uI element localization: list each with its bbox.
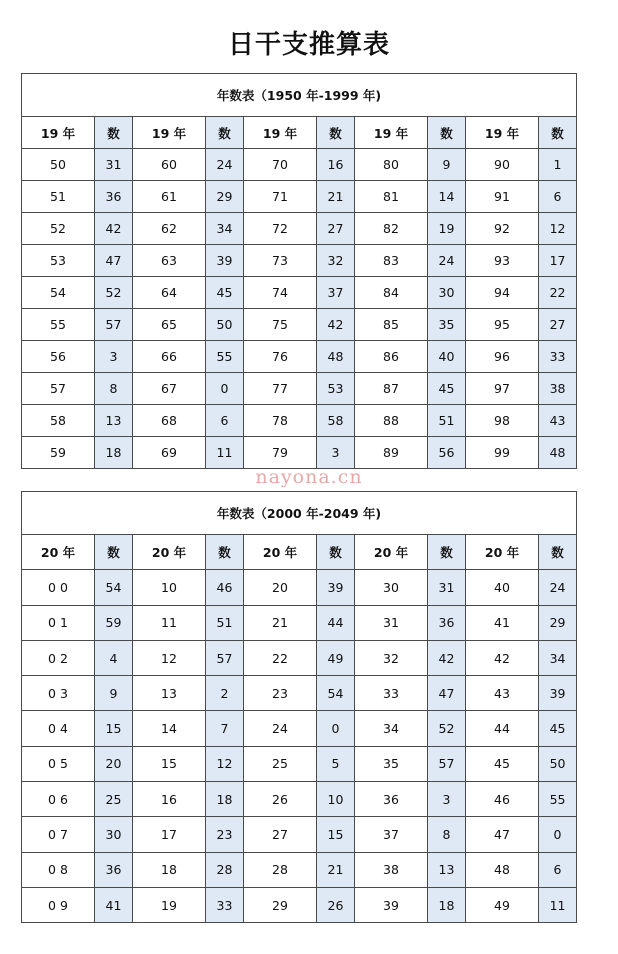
number-cell: 8 [428,817,466,852]
year-cell: 0 5 [22,746,95,781]
number-cell: 27 [539,309,577,341]
number-cell: 21 [317,181,355,213]
year-cell: 86 [355,341,428,373]
year-cell: 64 [133,277,206,309]
number-cell: 33 [539,341,577,373]
number-cell: 33 [206,887,244,922]
number-cell: 0 [206,373,244,405]
table-caption: 年数表（2000 年-2049 年) [22,492,577,535]
number-cell: 39 [206,245,244,277]
year-column-header: 20 年 [22,535,95,570]
year-cell: 12 [133,640,206,675]
year-cell: 46 [466,782,539,817]
year-cell: 51 [22,181,95,213]
number-cell: 51 [428,405,466,437]
table-row [22,373,577,405]
year-cell: 52 [22,213,95,245]
table-row [22,341,577,373]
number-cell: 31 [95,149,133,181]
year-cell: 39 [355,887,428,922]
year-cell: 13 [133,676,206,711]
number-cell: 5 [317,746,355,781]
year-cell: 98 [466,405,539,437]
number-column-header: 数 [95,117,133,149]
number-cell: 38 [539,373,577,405]
table-row [22,213,577,245]
year-cell: 76 [244,341,317,373]
number-cell: 45 [206,277,244,309]
header-row [22,117,577,149]
number-cell: 21 [317,852,355,887]
number-cell: 47 [95,245,133,277]
header-row [22,535,577,570]
number-cell: 36 [428,605,466,640]
table-row [22,570,577,605]
year-cell: 90 [466,149,539,181]
year-cell: 80 [355,149,428,181]
year-cell: 61 [133,181,206,213]
year-cell: 78 [244,405,317,437]
number-cell: 30 [95,817,133,852]
year-cell: 63 [133,245,206,277]
number-cell: 32 [317,245,355,277]
number-cell: 54 [317,676,355,711]
year-cell: 37 [355,817,428,852]
year-cell: 45 [466,746,539,781]
year-cell: 0 0 [22,570,95,605]
table-row [22,245,577,277]
number-cell: 55 [539,782,577,817]
number-cell: 42 [95,213,133,245]
year-cell: 74 [244,277,317,309]
year-table-2000-2049 [21,491,577,923]
number-column-header: 数 [95,535,133,570]
year-cell: 69 [133,437,206,469]
year-cell: 65 [133,309,206,341]
year-cell: 67 [133,373,206,405]
number-cell: 48 [317,341,355,373]
year-column-header: 20 年 [244,535,317,570]
table-row [22,676,577,711]
number-cell: 24 [539,570,577,605]
number-cell: 17 [539,245,577,277]
number-cell: 10 [317,782,355,817]
number-cell: 57 [428,746,466,781]
number-cell: 34 [539,640,577,675]
year-cell: 66 [133,341,206,373]
year-cell: 29 [244,887,317,922]
year-cell: 33 [355,676,428,711]
number-column-header: 数 [317,117,355,149]
number-cell: 7 [206,711,244,746]
number-cell: 2 [206,676,244,711]
number-cell: 19 [428,213,466,245]
number-cell: 52 [428,711,466,746]
year-table-1950-1999 [21,73,577,469]
number-cell: 12 [206,746,244,781]
year-cell: 72 [244,213,317,245]
number-cell: 42 [428,640,466,675]
year-cell: 68 [133,405,206,437]
table-row [22,149,577,181]
number-cell: 11 [539,887,577,922]
year-column-header: 20 年 [133,535,206,570]
number-cell: 30 [428,277,466,309]
number-cell: 49 [317,640,355,675]
number-cell: 39 [539,676,577,711]
number-cell: 4 [95,640,133,675]
number-cell: 18 [206,782,244,817]
year-cell: 20 [244,570,317,605]
year-cell: 0 9 [22,887,95,922]
table-row [22,852,577,887]
year-cell: 0 4 [22,711,95,746]
number-cell: 18 [428,887,466,922]
year-cell: 26 [244,782,317,817]
number-cell: 11 [206,437,244,469]
year-cell: 10 [133,570,206,605]
table-row [22,277,577,309]
number-cell: 0 [539,817,577,852]
year-column-header: 20 年 [355,535,428,570]
number-cell: 39 [317,570,355,605]
number-cell: 6 [206,405,244,437]
number-cell: 41 [95,887,133,922]
number-column-header: 数 [428,117,466,149]
year-cell: 23 [244,676,317,711]
number-cell: 36 [95,181,133,213]
year-cell: 0 8 [22,852,95,887]
number-cell: 14 [428,181,466,213]
year-cell: 82 [355,213,428,245]
number-cell: 15 [95,711,133,746]
year-cell: 16 [133,782,206,817]
number-cell: 40 [428,341,466,373]
number-cell: 25 [95,782,133,817]
year-cell: 40 [466,570,539,605]
year-cell: 47 [466,817,539,852]
number-cell: 9 [428,149,466,181]
year-cell: 79 [244,437,317,469]
number-cell: 53 [317,373,355,405]
year-cell: 60 [133,149,206,181]
year-column-header: 19 年 [466,117,539,149]
table-row [22,782,577,817]
number-cell: 46 [206,570,244,605]
page-title: 日干支推算表 [227,30,390,60]
table-row [22,746,577,781]
year-cell: 24 [244,711,317,746]
year-cell: 99 [466,437,539,469]
year-cell: 25 [244,746,317,781]
year-cell: 31 [355,605,428,640]
number-cell: 3 [317,437,355,469]
year-cell: 89 [355,437,428,469]
number-cell: 16 [317,149,355,181]
year-cell: 88 [355,405,428,437]
table-caption: 年数表（1950 年-1999 年) [22,74,577,117]
year-cell: 49 [466,887,539,922]
number-cell: 45 [428,373,466,405]
year-cell: 97 [466,373,539,405]
year-cell: 30 [355,570,428,605]
year-cell: 53 [22,245,95,277]
year-cell: 0 6 [22,782,95,817]
year-cell: 75 [244,309,317,341]
number-cell: 44 [317,605,355,640]
number-cell: 47 [428,676,466,711]
number-cell: 18 [95,437,133,469]
year-cell: 96 [466,341,539,373]
number-cell: 50 [539,746,577,781]
number-cell: 59 [95,605,133,640]
year-cell: 27 [244,817,317,852]
year-cell: 58 [22,405,95,437]
year-cell: 87 [355,373,428,405]
number-cell: 12 [539,213,577,245]
year-column-header: 20 年 [466,535,539,570]
number-cell: 45 [539,711,577,746]
year-column-header: 19 年 [22,117,95,149]
year-cell: 95 [466,309,539,341]
number-cell: 35 [428,309,466,341]
year-cell: 92 [466,213,539,245]
number-column-header: 数 [539,117,577,149]
year-cell: 84 [355,277,428,309]
number-cell: 8 [95,373,133,405]
number-column-header: 数 [206,535,244,570]
number-cell: 34 [206,213,244,245]
number-cell: 13 [95,405,133,437]
table-row [22,817,577,852]
year-cell: 32 [355,640,428,675]
number-cell: 56 [428,437,466,469]
number-cell: 22 [539,277,577,309]
number-cell: 20 [95,746,133,781]
year-cell: 71 [244,181,317,213]
number-cell: 6 [539,181,577,213]
year-column-header: 19 年 [133,117,206,149]
year-cell: 21 [244,605,317,640]
number-cell: 51 [206,605,244,640]
number-cell: 57 [95,309,133,341]
number-cell: 1 [539,149,577,181]
number-cell: 24 [428,245,466,277]
year-cell: 62 [133,213,206,245]
number-cell: 27 [317,213,355,245]
number-cell: 55 [206,341,244,373]
number-cell: 29 [206,181,244,213]
year-cell: 73 [244,245,317,277]
number-cell: 37 [317,277,355,309]
number-cell: 31 [428,570,466,605]
number-column-header: 数 [206,117,244,149]
year-cell: 77 [244,373,317,405]
table-row [22,640,577,675]
table-row [22,405,577,437]
number-cell: 6 [539,852,577,887]
year-cell: 42 [466,640,539,675]
year-cell: 0 3 [22,676,95,711]
year-cell: 19 [133,887,206,922]
number-cell: 3 [95,341,133,373]
table-row [22,605,577,640]
number-cell: 48 [539,437,577,469]
year-cell: 22 [244,640,317,675]
year-cell: 34 [355,711,428,746]
table-row [22,309,577,341]
year-cell: 41 [466,605,539,640]
year-cell: 17 [133,817,206,852]
table-row [22,887,577,922]
year-cell: 54 [22,277,95,309]
number-cell: 3 [428,782,466,817]
year-cell: 91 [466,181,539,213]
table-body [22,149,577,469]
year-cell: 70 [244,149,317,181]
year-cell: 55 [22,309,95,341]
year-cell: 11 [133,605,206,640]
number-cell: 28 [206,852,244,887]
number-cell: 23 [206,817,244,852]
table-body [22,570,577,923]
number-cell: 42 [317,309,355,341]
year-cell: 35 [355,746,428,781]
year-cell: 14 [133,711,206,746]
table-row [22,711,577,746]
number-column-header: 数 [428,535,466,570]
year-cell: 59 [22,437,95,469]
number-cell: 29 [539,605,577,640]
watermark-text: nayona.cn [255,466,363,488]
year-cell: 81 [355,181,428,213]
year-cell: 56 [22,341,95,373]
table-row [22,437,577,469]
year-cell: 44 [466,711,539,746]
number-cell: 58 [317,405,355,437]
year-cell: 94 [466,277,539,309]
number-cell: 9 [95,676,133,711]
number-cell: 36 [95,852,133,887]
number-cell: 54 [95,570,133,605]
year-cell: 50 [22,149,95,181]
year-column-header: 19 年 [355,117,428,149]
year-cell: 15 [133,746,206,781]
year-cell: 83 [355,245,428,277]
year-cell: 43 [466,676,539,711]
year-cell: 57 [22,373,95,405]
number-cell: 13 [428,852,466,887]
number-column-header: 数 [539,535,577,570]
year-cell: 38 [355,852,428,887]
year-cell: 93 [466,245,539,277]
table-row [22,181,577,213]
year-cell: 48 [466,852,539,887]
year-column-header: 19 年 [244,117,317,149]
year-cell: 0 2 [22,640,95,675]
number-cell: 26 [317,887,355,922]
year-cell: 28 [244,852,317,887]
year-cell: 0 1 [22,605,95,640]
number-cell: 52 [95,277,133,309]
number-cell: 50 [206,309,244,341]
year-cell: 0 7 [22,817,95,852]
year-cell: 36 [355,782,428,817]
number-cell: 43 [539,405,577,437]
number-cell: 57 [206,640,244,675]
year-cell: 85 [355,309,428,341]
number-cell: 0 [317,711,355,746]
number-cell: 24 [206,149,244,181]
number-column-header: 数 [317,535,355,570]
number-cell: 15 [317,817,355,852]
year-cell: 18 [133,852,206,887]
